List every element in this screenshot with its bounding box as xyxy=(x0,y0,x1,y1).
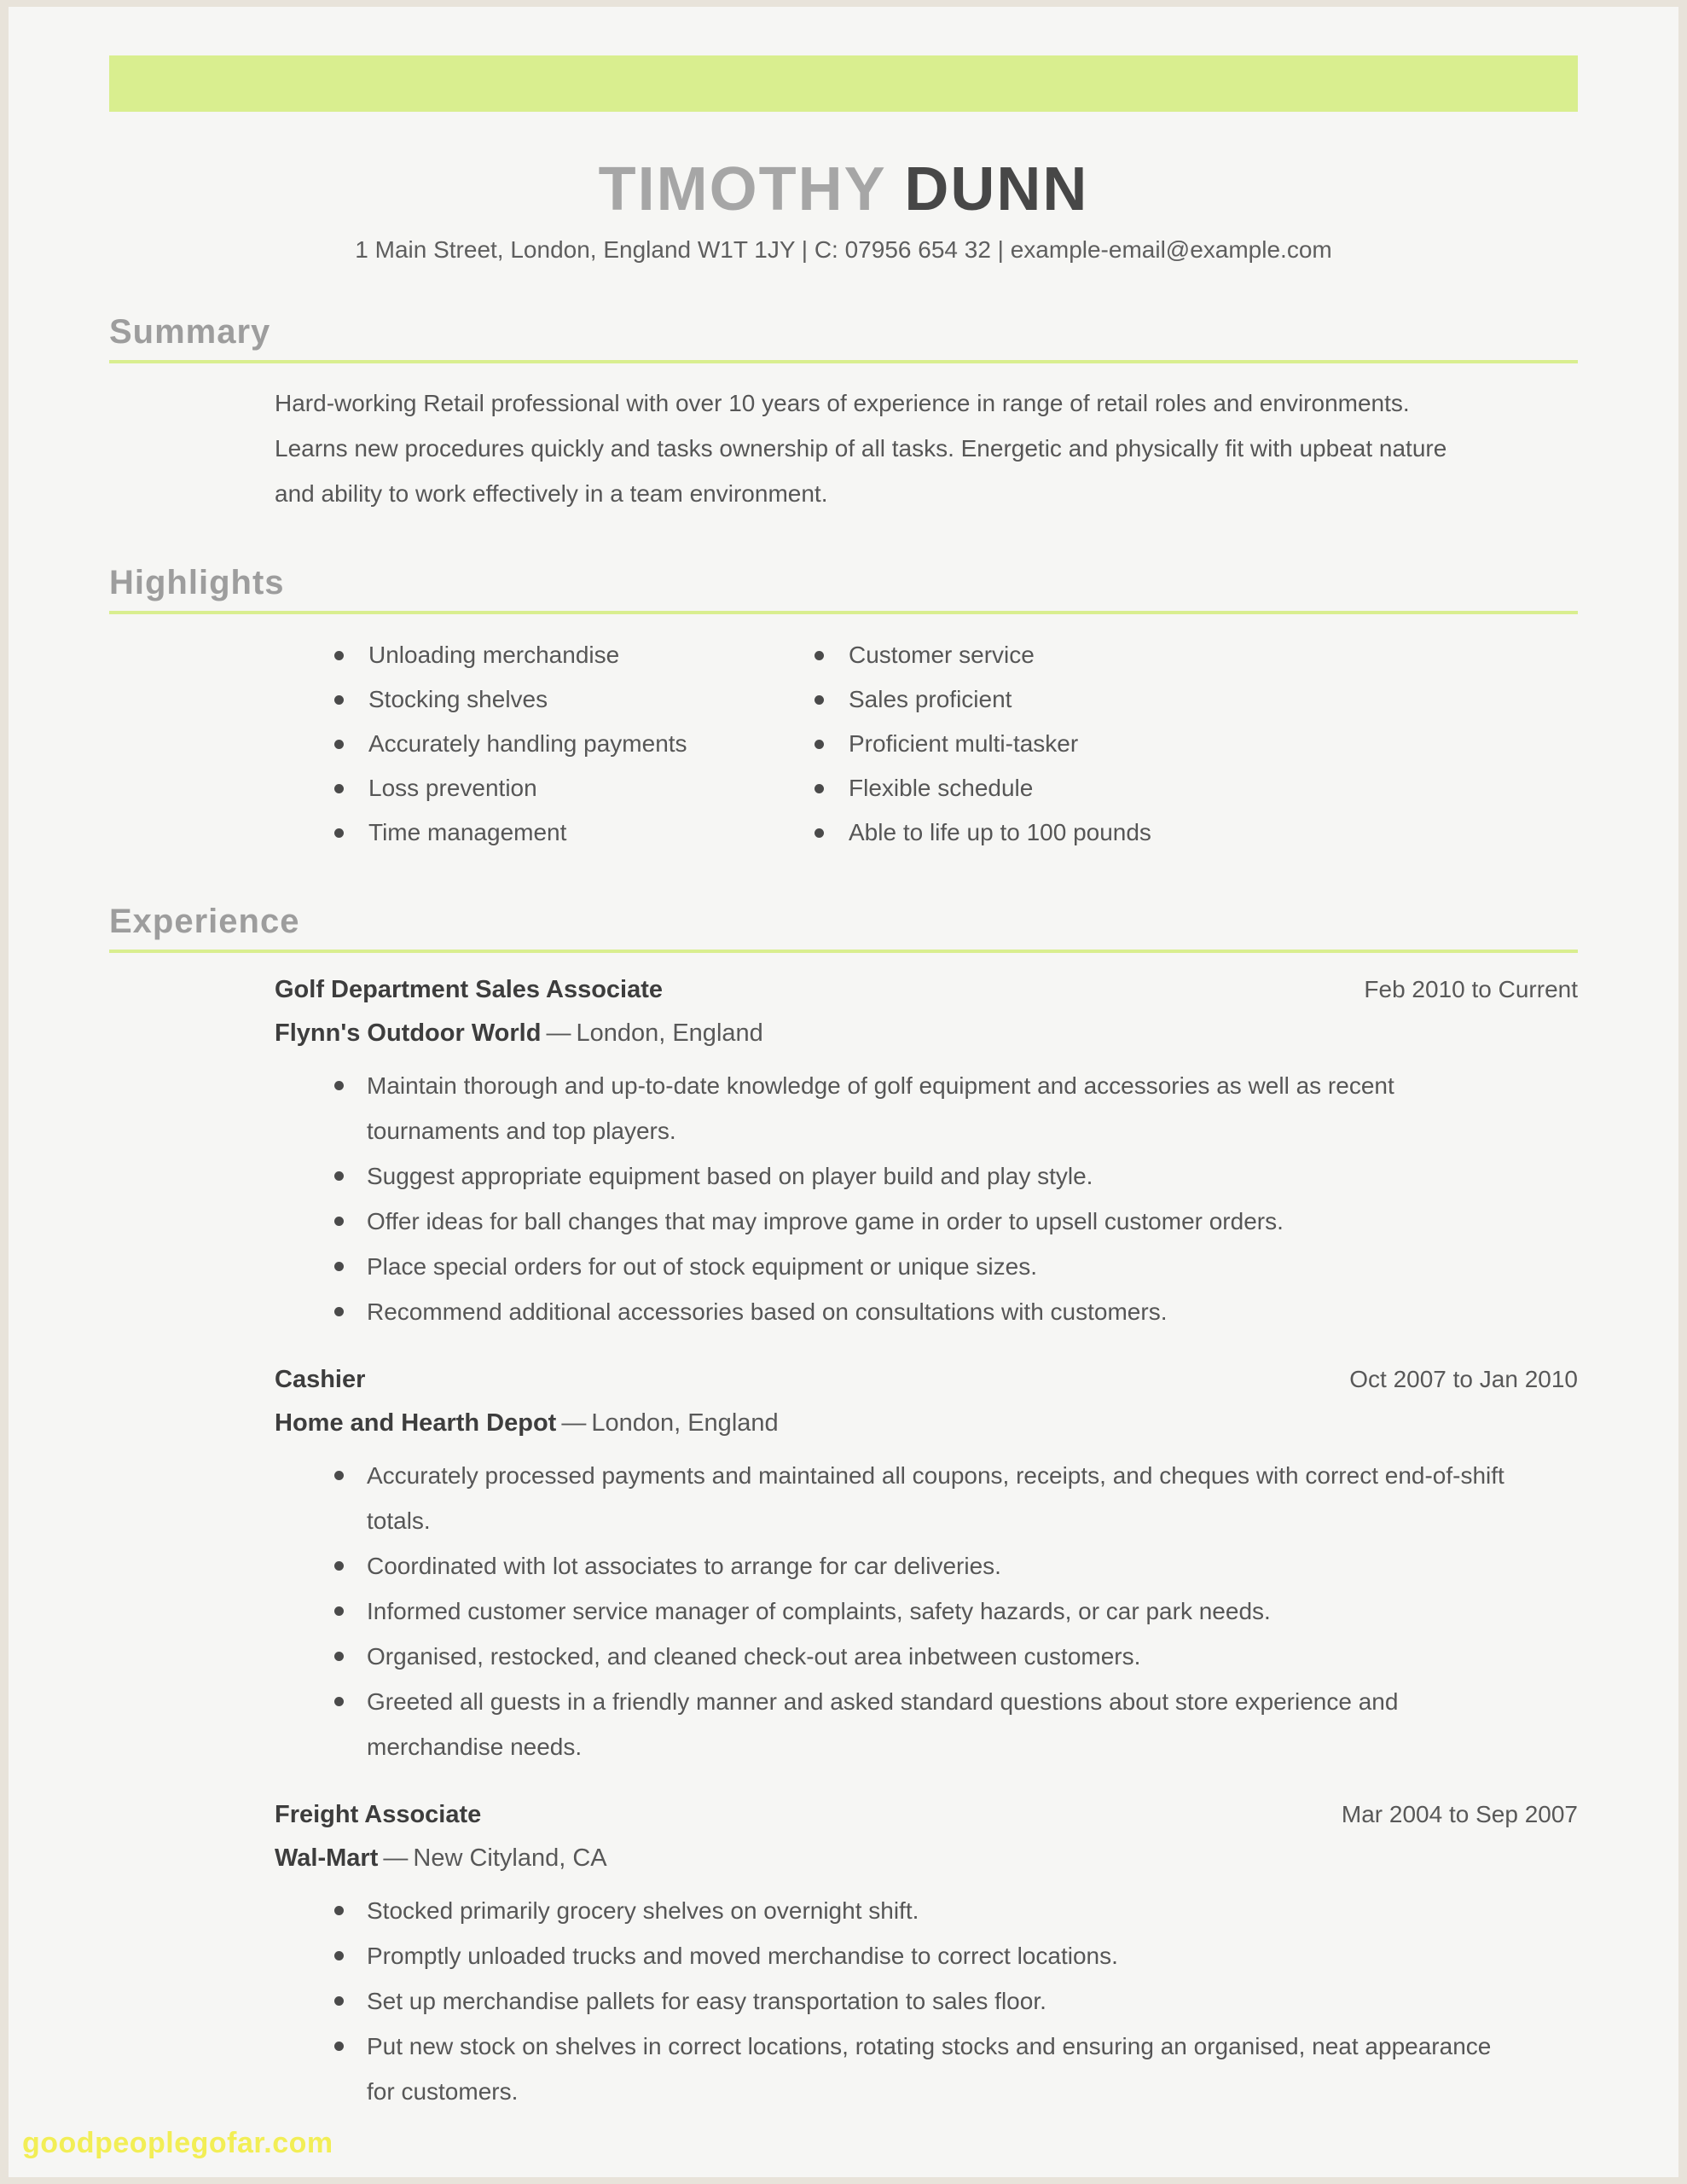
job-bullets xyxy=(275,1453,1578,1769)
bullet-icon xyxy=(815,651,824,660)
highlight-label: Flexible schedule xyxy=(849,775,1034,801)
highlights-left-column xyxy=(334,633,815,855)
job-header xyxy=(275,1798,1578,1831)
resume-content xyxy=(9,55,1678,2114)
bullet-icon xyxy=(334,828,344,838)
highlight-label: Loss prevention xyxy=(368,775,537,801)
list-item xyxy=(815,810,1578,855)
job-title: Cashier xyxy=(275,1366,366,1393)
company-location-separator: — xyxy=(383,1844,409,1872)
bullet-text: Greeted all guests in a friendly manner and asked standard questions about store experience and merchandise needs. xyxy=(367,1688,1399,1760)
bullet-icon xyxy=(334,1561,344,1571)
bullet-icon xyxy=(334,740,344,749)
job-location: London, England xyxy=(591,1409,779,1437)
job-title: Golf Department Sales Associate xyxy=(275,976,664,1003)
company-name: Wal-Mart xyxy=(275,1844,379,1872)
job-company-line xyxy=(275,1017,1578,1049)
bullet-text: Place special orders for out of stock equipment or unique sizes. xyxy=(367,1253,1037,1280)
bullet-icon xyxy=(334,1652,344,1661)
job-bullets xyxy=(275,1888,1578,2114)
list-item xyxy=(275,1634,1578,1679)
list-item xyxy=(334,810,815,855)
bullet-icon xyxy=(815,695,824,705)
job-company-line xyxy=(275,1842,1578,1874)
experience-entry xyxy=(275,1363,1578,1769)
bullet-icon xyxy=(334,1951,344,1960)
section-divider xyxy=(109,611,1578,614)
bullet-text: Coordinated with lot associates to arrange for car deliveries. xyxy=(367,1553,1001,1579)
bullet-text: Informed customer service manager of complaints, safety hazards, or car park needs. xyxy=(367,1598,1271,1624)
page-title xyxy=(109,154,1578,224)
job-title: Freight Associate xyxy=(275,1801,482,1828)
job-bullets xyxy=(275,1063,1578,1334)
bullet-icon xyxy=(334,1171,344,1181)
list-item xyxy=(275,2024,1578,2114)
list-item xyxy=(275,1153,1578,1199)
highlight-label: Able to life up to 100 pounds xyxy=(849,819,1151,845)
list-item xyxy=(275,1679,1578,1769)
bullet-text: Put new stock on shelves in correct locations, rotating stocks and ensuring an organised, neat appearance for customers. xyxy=(367,2033,1492,2105)
header-accent-bar xyxy=(109,55,1578,112)
list-item xyxy=(334,766,815,810)
company-location-separator: — xyxy=(561,1409,587,1437)
bullet-icon xyxy=(334,1217,344,1226)
list-item xyxy=(815,766,1578,810)
bullet-text: Stocked primarily grocery shelves on overnight shift. xyxy=(367,1897,919,1924)
list-item xyxy=(275,1589,1578,1634)
list-item xyxy=(815,677,1578,722)
list-item xyxy=(334,633,815,677)
company-location-separator: — xyxy=(546,1019,571,1047)
list-item xyxy=(275,1199,1578,1244)
job-header xyxy=(275,973,1578,1006)
watermark: goodpeoplegofar.com xyxy=(22,2127,333,2159)
bullet-icon xyxy=(815,740,824,749)
highlight-label: Proficient multi-tasker xyxy=(849,730,1079,757)
job-dates: Feb 2010 to Current xyxy=(1364,976,1578,1002)
highlights-right-column xyxy=(815,633,1578,855)
list-item xyxy=(275,1933,1578,1978)
highlights-section-title: Highlights xyxy=(109,564,285,601)
bullet-text: Maintain thorough and up-to-date knowledge of golf equipment and accessories as well as recent tournaments and top players. xyxy=(367,1072,1394,1144)
bullet-icon xyxy=(815,784,824,793)
bullet-text: Suggest appropriate equipment based on player build and play style. xyxy=(367,1163,1093,1189)
list-item xyxy=(275,1063,1578,1153)
experience-entry xyxy=(275,1798,1578,2114)
bullet-icon xyxy=(334,1262,344,1271)
highlight-label: Accurately handling payments xyxy=(368,730,687,757)
list-item xyxy=(275,1543,1578,1589)
bullet-icon xyxy=(334,784,344,793)
list-item xyxy=(815,633,1578,677)
list-item xyxy=(275,1888,1578,1933)
bullet-icon xyxy=(334,1307,344,1316)
bullet-text: Set up merchandise pallets for easy transportation to sales floor. xyxy=(367,1988,1046,2014)
list-item xyxy=(275,1453,1578,1543)
bullet-icon xyxy=(815,828,824,838)
bullet-icon xyxy=(334,1081,344,1090)
bullet-icon xyxy=(334,695,344,705)
experience-entry xyxy=(275,973,1578,1334)
job-dates: Mar 2004 to Sep 2007 xyxy=(1341,1801,1578,1827)
experience-section-title: Experience xyxy=(109,903,300,940)
bullet-text: Accurately processed payments and maintained all coupons, receipts, and cheques with correct end-of-shift totals. xyxy=(367,1462,1504,1534)
job-company-line xyxy=(275,1407,1578,1439)
list-item xyxy=(275,1978,1578,2024)
summary-text: Hard-working Retail professional with over 10 years of experience in range of retail roles and environments. Learns new procedures quickly and tasks ownership of all tasks. Energetic and physically fit with upbeat nature and ability to work effectively in a team environment. xyxy=(275,390,1447,507)
list-item xyxy=(334,722,815,766)
bullet-text: Organised, restocked, and cleaned check-out area inbetween customers. xyxy=(367,1643,1141,1670)
highlights-list xyxy=(334,633,1578,855)
bullet-icon xyxy=(334,1996,344,2006)
contact-line: 1 Main Street, London, England W1T 1JY | C: 07956 654 32 | example-email@example.com xyxy=(355,236,1332,263)
job-location: New Cityland, CA xyxy=(413,1844,607,1872)
bullet-text: Recommend additional accessories based on consultations with customers. xyxy=(367,1298,1168,1325)
list-item xyxy=(275,1289,1578,1334)
section-divider xyxy=(109,360,1578,363)
section-divider xyxy=(109,950,1578,953)
bullet-text: Offer ideas for ball changes that may improve game in order to upsell customer orders. xyxy=(367,1208,1284,1234)
job-location: London, England xyxy=(576,1019,763,1047)
bullet-icon xyxy=(334,1606,344,1616)
bullet-icon xyxy=(334,651,344,660)
list-item xyxy=(815,722,1578,766)
company-name: Home and Hearth Depot xyxy=(275,1409,557,1437)
bullet-icon xyxy=(334,2042,344,2051)
list-item xyxy=(334,677,815,722)
bullet-icon xyxy=(334,1697,344,1706)
list-item xyxy=(275,1244,1578,1289)
name-first: TIMOTHY xyxy=(598,155,886,224)
highlight-label: Time management xyxy=(368,819,567,845)
bullet-text: Promptly unloaded trucks and moved merchandise to correct locations. xyxy=(367,1943,1118,1969)
highlight-label: Unloading merchandise xyxy=(368,642,620,668)
resume-page xyxy=(9,7,1678,2177)
company-name: Flynn's Outdoor World xyxy=(275,1019,542,1047)
bullet-icon xyxy=(334,1471,344,1480)
highlight-label: Stocking shelves xyxy=(368,686,548,712)
summary-section-title: Summary xyxy=(109,313,271,351)
highlight-label: Customer service xyxy=(849,642,1035,668)
highlight-label: Sales proficient xyxy=(849,686,1012,712)
name-last: DUNN xyxy=(904,155,1089,224)
job-dates: Oct 2007 to Jan 2010 xyxy=(1349,1366,1578,1392)
job-header xyxy=(275,1363,1578,1396)
bullet-icon xyxy=(334,1906,344,1915)
